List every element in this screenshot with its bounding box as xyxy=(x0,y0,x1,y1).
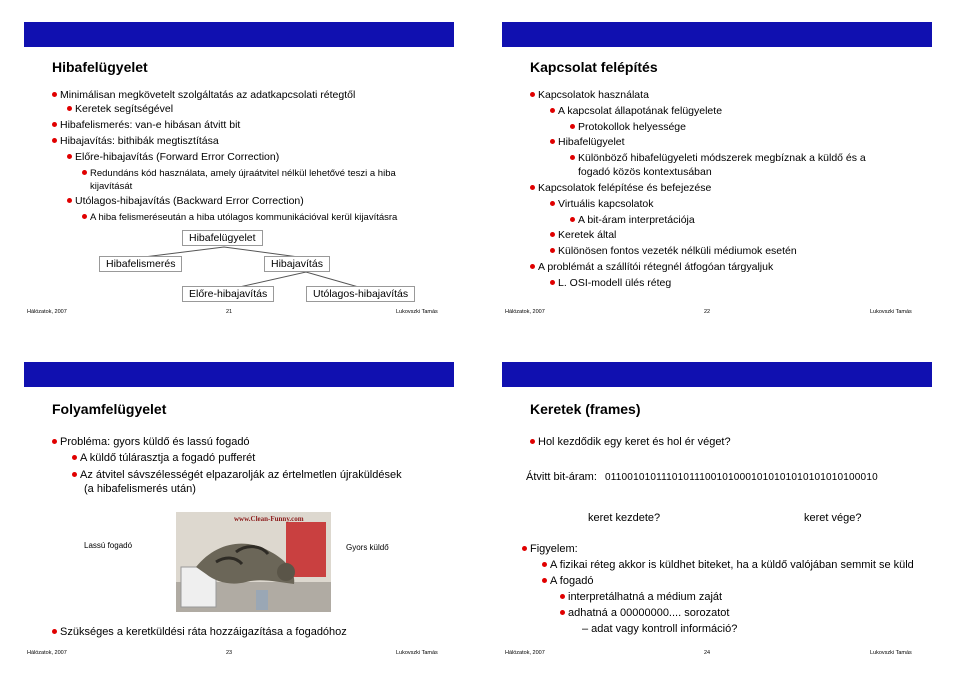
cat-illustration xyxy=(176,512,331,612)
tree-node-forward: Előre-hibajavítás xyxy=(182,286,274,302)
bullet-line: Virtuális kapcsolatok xyxy=(550,198,654,211)
tree-node-correction: Hibajavítás xyxy=(264,256,330,272)
slide-title: Hibafelügyelet xyxy=(52,59,148,75)
bullet-line-cont: (a hibafelismerés után) xyxy=(84,483,196,495)
bullet-line: Keretek által xyxy=(550,229,616,242)
footer-author: Lukovszki Tamás xyxy=(396,309,438,315)
bullet-line: Kapcsolatok felépítése és befejezése xyxy=(530,182,711,195)
bullet-line: A bit-áram interpretációja xyxy=(570,214,695,227)
bullet-dot-icon xyxy=(560,610,565,615)
bullet-dot-icon xyxy=(542,562,547,567)
bullet-line: Utólagos-hibajavítás (Backward Error Correction) xyxy=(67,195,304,208)
tree-connectors xyxy=(24,22,454,322)
bullet-line: Előre-hibajavítás (Forward Error Correction) xyxy=(67,151,279,164)
footer-author: Lukovszki Tamás xyxy=(870,650,912,656)
bullet-line-cont: fogadó közös kontextusában xyxy=(578,166,712,178)
bullet-line: Keretek segítségével xyxy=(67,103,173,116)
watermark-text: www.Clean-Funny.com xyxy=(234,515,304,523)
bullet-dot-icon xyxy=(72,455,77,460)
bullet-dot-icon xyxy=(550,232,555,237)
bullet-line: Az átvitel sávszélességét elpazarolják az értelmetlen újraküldések xyxy=(72,469,402,482)
tree-node-detection: Hibafelismerés xyxy=(99,256,182,272)
tree-node-backward: Utólagos-hibajavítás xyxy=(306,286,415,302)
slide-title: Folyamfelügyelet xyxy=(52,401,167,417)
footer-page: 24 xyxy=(704,650,711,656)
frame-end-question: keret vége? xyxy=(804,512,862,524)
bullet-dot-icon xyxy=(72,472,77,477)
bullet-line: A küldő túlárasztja a fogadó pufferét xyxy=(72,452,255,465)
bitstream-value: 011001010111010111001010001010101010101010100010 xyxy=(605,472,878,483)
bullet-dot-icon xyxy=(530,92,535,97)
footer-left: Hálózatok, 2007 xyxy=(27,650,67,656)
bullet-line: A fogadó xyxy=(542,575,593,588)
bullet-dot-icon xyxy=(570,124,575,129)
bullet-dot-icon xyxy=(550,248,555,253)
footer-left: Hálózatok, 2007 xyxy=(505,650,545,656)
bullet-dot-icon xyxy=(570,217,575,222)
bullet-line: L. OSI-modell ülés réteg xyxy=(550,277,671,290)
bullet-line: A hiba felismeréseután a hiba utólagos kommunikációval kerül kijavításra xyxy=(82,211,397,224)
bullet-line: Hibafelismerés: van-e hibásan átvitt bit xyxy=(52,119,240,132)
footer-page: 22 xyxy=(704,309,711,315)
bullet-dot-icon xyxy=(530,185,535,190)
bullet-dot-icon xyxy=(52,439,57,444)
bitstream-label: Átvitt bit-áram: xyxy=(526,471,597,483)
bullet-line: Probléma: gyors küldő és lassú fogadó xyxy=(52,436,250,449)
fast-sender-label: Gyors küldő xyxy=(346,543,389,552)
bullet-line-cont: kijavítását xyxy=(90,181,133,192)
bullet-line: Minimálisan megkövetelt szolgáltatás az adatkapcsolati rétegtől xyxy=(52,89,355,102)
slow-receiver-label: Lassú fogadó xyxy=(84,541,133,550)
bullet-line: Hibajavítás: bithibák megtisztítása xyxy=(52,135,219,148)
footer-author: Lukovszki Tamás xyxy=(396,650,438,656)
bullet-dot-icon xyxy=(530,264,535,269)
slide-23 xyxy=(24,362,454,662)
bullet-line: interpretálhatná a médium zaját xyxy=(560,591,722,604)
bullet-line: adhatná a 00000000.... sorozatot xyxy=(560,607,729,620)
bullet-dot-icon xyxy=(550,280,555,285)
slide-21 xyxy=(24,22,454,322)
bullet-dot-icon xyxy=(570,155,575,160)
slide-header-bar xyxy=(24,362,454,387)
bullet-dot-icon xyxy=(542,578,547,583)
bullet-line: A kapcsolat állapotának felügyelete xyxy=(550,105,722,118)
bullet-line: A fizikai réteg akkor is küldhet biteket, ha a küldő valójában semmit se küld xyxy=(542,559,914,572)
bullet-dot-icon xyxy=(560,594,565,599)
bullet-line: Szükséges a keretküldési ráta hozzáigazítása a fogadóhoz xyxy=(52,626,347,639)
frame-start-question: keret kezdete? xyxy=(588,512,661,524)
footer-page: 21 xyxy=(226,309,233,315)
slide-title: Keretek (frames) xyxy=(530,401,641,417)
slide-header-bar xyxy=(502,22,932,47)
bullet-line: Különösen fontos vezeték nélküli médiumok esetén xyxy=(550,245,797,258)
sub-line: – adat vagy kontroll információ? xyxy=(582,623,738,635)
bullet-line: Redundáns kód használata, amely újraátvitel nélkül lehetővé teszi a hiba xyxy=(82,167,396,180)
bullet-line: Hol kezdődik egy keret és hol ér véget? xyxy=(530,436,731,449)
bullet-line: A problémát a szállítói rétegnél átfogóan tárgyaljuk xyxy=(530,261,773,274)
bullet-line: Protokollok helyessége xyxy=(570,121,686,134)
bullet-line: Kapcsolatok használata xyxy=(530,89,649,102)
footer-page: 23 xyxy=(226,650,233,656)
slide-header-bar xyxy=(502,362,932,387)
bullet-dot-icon xyxy=(530,439,535,444)
bullet-dot-icon xyxy=(52,629,57,634)
bullet-dot-icon xyxy=(522,546,527,551)
slide-title: Kapcsolat felépítés xyxy=(530,59,658,75)
slide-24 xyxy=(502,362,932,662)
bullet-line: Különböző hibafelügyeleti módszerek megbíznak a küldő és a xyxy=(570,152,866,165)
funny-cat-image xyxy=(176,512,331,612)
bullet-dot-icon xyxy=(550,139,555,144)
bullet-line: Figyelem: xyxy=(522,543,578,556)
footer-left: Hálózatok, 2007 xyxy=(505,309,545,315)
bullet-dot-icon xyxy=(550,108,555,113)
footer-left: Hálózatok, 2007 xyxy=(27,309,67,315)
footer-author: Lukovszki Tamás xyxy=(870,309,912,315)
tree-node-root: Hibafelügyelet xyxy=(182,230,263,246)
bullet-line: Hibafelügyelet xyxy=(550,136,625,149)
bullet-dot-icon xyxy=(550,201,555,206)
slide-22 xyxy=(502,22,932,322)
